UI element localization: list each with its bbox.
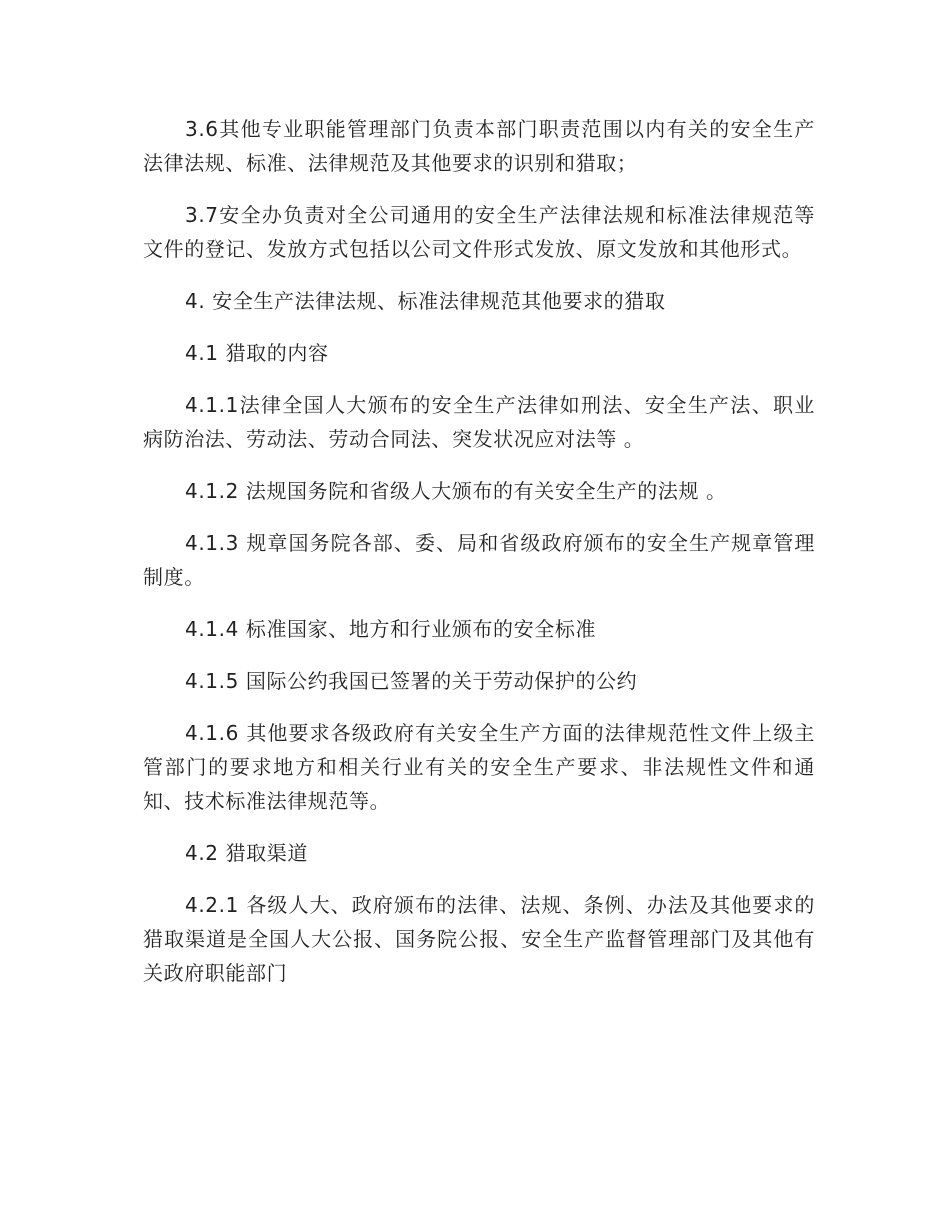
section-heading-4-1: 4.1 猎取的内容	[185, 341, 329, 365]
paragraph-3-6: 3.6其他专业职能管理部门负责本部门职责范围以内有关的安全生产法律法规、标准、法律规范及其他要求的识别和猎取；	[143, 117, 815, 175]
paragraph-3-7: 3.7安全办负责对全公司通用的安全生产法律法规和标准法律规范等文件的登记、发放方式包括以公司文件形式发放、原文发放和其他形式。	[143, 203, 815, 261]
paragraph-4-1-6: 4.1.6 其他要求各级政府有关安全生产方面的法律规范性文件上级主管部门的要求地方和相关行业有关的安全生产要求、非法规性文件和通知、技术标准法律规范等。	[143, 721, 815, 813]
paragraph-4-1-1: 4.1.1法律全国人大颁布的安全生产法律如刑法、安全生产法、职业病防治法、劳动法、劳动合同法、突发状况应对法等 。	[143, 393, 815, 451]
paragraph-4-1-2: 4.1.2 法规国务院和省级人大颁布的有关安全生产的法规 。	[185, 479, 727, 503]
section-heading-4-2: 4.2 猎取渠道	[185, 841, 308, 865]
paragraph-4-1-4: 4.1.4 标准国家、地方和行业颁布的安全标准	[185, 617, 597, 641]
section-heading-4: 4. 安全生产法律法规、标准法律规范其他要求的猎取	[185, 289, 666, 313]
document-body	[143, 112, 815, 1008]
paragraph-4-2-1: 4.2.1 各级人大、政府颁布的法律、法规、条例、办法及其他要求的猎取渠道是全国人大公报、国务院公报、安全生产监督管理部门及其他有关政府职能部门	[143, 893, 815, 985]
paragraph-4-1-3: 4.1.3 规章国务院各部、委、局和省级政府颁布的安全生产规章管理制度。	[143, 531, 815, 589]
paragraph-4-1-5: 4.1.5 国际公约我国已签署的关于劳动保护的公约	[185, 669, 638, 693]
